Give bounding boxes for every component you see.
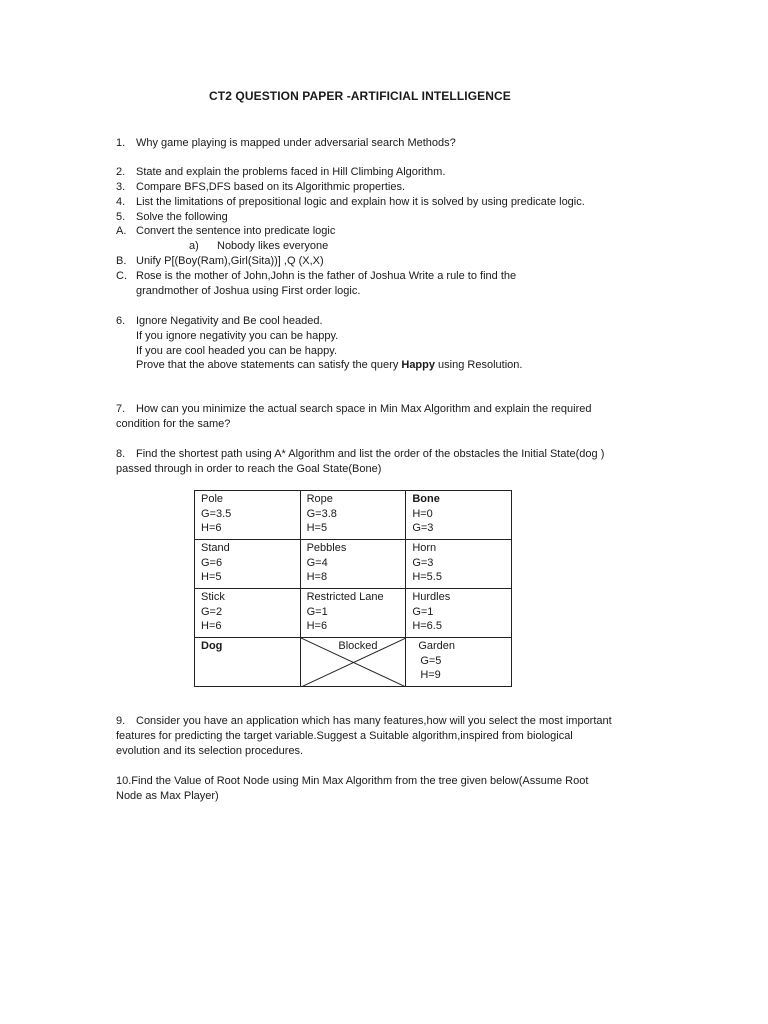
cell-value: G=5 bbox=[420, 654, 442, 667]
page-title: CT2 QUESTION PAPER -ARTIFICIAL INTELLIGENCE bbox=[209, 89, 511, 103]
question-number: A. bbox=[116, 225, 127, 237]
question-number: 2. bbox=[116, 166, 126, 178]
question-text: grandmother of Joshua using First order logic. bbox=[136, 285, 361, 297]
cell-value: G=1 bbox=[412, 605, 434, 618]
question-text: Compare BFS,DFS based on its Algorithmic properties. bbox=[136, 181, 406, 193]
cell-value: H=9 bbox=[420, 669, 441, 682]
question-text: evolution and its selection procedures. bbox=[116, 745, 304, 757]
table-row bbox=[195, 491, 512, 540]
question-text: If you are cool headed you can be happy. bbox=[136, 345, 337, 357]
query-keyword: Happy bbox=[401, 359, 435, 371]
table-row bbox=[195, 540, 512, 589]
cell-name: Stick bbox=[201, 591, 225, 603]
question-text: If you ignore negativity you can be happy. bbox=[136, 330, 339, 342]
table-row bbox=[195, 638, 512, 687]
question-text: Node as Max Player) bbox=[116, 790, 219, 802]
cell-name: Pole bbox=[201, 493, 224, 505]
grid-cell-stand bbox=[195, 540, 301, 589]
cell-value: H=5.5 bbox=[412, 571, 442, 584]
cell-value: G=6 bbox=[201, 556, 223, 569]
cell-value: H=6 bbox=[201, 620, 222, 633]
cell-value: H=8 bbox=[306, 571, 328, 584]
question-text: Consider you have an application which has many features,how will you select the most important bbox=[136, 715, 612, 727]
cell-name: Rope bbox=[306, 493, 333, 505]
cell-name: Horn bbox=[412, 542, 437, 554]
question-number: 4. bbox=[116, 196, 126, 208]
grid-cell-garden bbox=[406, 638, 512, 687]
cell-name: Stand bbox=[201, 542, 230, 554]
cell-value: G=3.8 bbox=[306, 507, 337, 520]
cell-value: H=5 bbox=[201, 571, 222, 584]
question-text: Find the shortest path using A* Algorithm and list the order of the obstacles the Initial State(dog ) bbox=[136, 448, 605, 460]
table-row bbox=[195, 589, 512, 638]
question-number: a) bbox=[189, 240, 199, 252]
question-number: 9. bbox=[116, 715, 126, 727]
grid-cell-horn bbox=[406, 540, 512, 589]
grid-cell-pole bbox=[195, 491, 301, 540]
cell-value: G=1 bbox=[306, 605, 328, 618]
cell-value: G=3.5 bbox=[201, 507, 232, 520]
question-text: Unify P[(Boy(Ram),Girl(Sita))] ,Q (X,X) bbox=[136, 255, 324, 267]
grid-cell-restricted-lane bbox=[300, 589, 406, 638]
grid-cell-rope bbox=[300, 491, 406, 540]
question-text: Convert the sentence into predicate logic bbox=[136, 225, 336, 237]
question-text: Solve the following bbox=[136, 211, 228, 223]
cell-name: Hurdles bbox=[412, 591, 451, 603]
question-text: Rose is the mother of John,John is the father of Joshua Write a rule to find the bbox=[136, 270, 517, 282]
question-number: 6. bbox=[116, 315, 126, 327]
question-text: Ignore Negativity and Be cool headed. bbox=[136, 315, 323, 327]
question-text: State and explain the problems faced in Hill Climbing Algorithm. bbox=[136, 166, 446, 178]
grid-cell-hurdles bbox=[406, 589, 512, 638]
question-text: List the limitations of prepositional logic and explain how it is solved by using predicate logic. bbox=[136, 196, 585, 208]
grid-cell-pebbles bbox=[300, 540, 406, 589]
grid-cell-bone bbox=[406, 491, 512, 540]
question-text: condition for the same? bbox=[116, 418, 231, 430]
question-number: 7. bbox=[116, 403, 126, 415]
question-text: using Resolution. bbox=[435, 359, 523, 371]
cell-name: Blocked bbox=[338, 640, 378, 652]
question-number: C. bbox=[116, 270, 127, 282]
question-text: How can you minimize the actual search space in Min Max Algorithm and explain the required bbox=[136, 403, 592, 415]
grid-cell-dog bbox=[195, 638, 301, 687]
cell-name: Dog bbox=[201, 640, 223, 652]
cell-name: Bone bbox=[412, 493, 440, 505]
cell-name: Pebbles bbox=[306, 542, 347, 554]
question-number: 5. bbox=[116, 211, 126, 223]
cell-name: Garden bbox=[418, 640, 456, 652]
question-text: features for predicting the target variable.Suggest a Suitable algorithm,inspired from biological bbox=[116, 730, 573, 742]
cell-value: H=6.5 bbox=[412, 620, 442, 633]
cell-value: H=5 bbox=[306, 522, 328, 535]
grid-cell-stick bbox=[195, 589, 301, 638]
question-text: Why game playing is mapped under adversarial search Methods? bbox=[136, 137, 456, 149]
cell-value: H=6 bbox=[201, 522, 222, 535]
question-number: 3. bbox=[116, 181, 126, 193]
question-number: 1. bbox=[116, 137, 126, 149]
astar-grid-table bbox=[194, 490, 512, 687]
cell-value: H=6 bbox=[306, 620, 328, 633]
question-number: 8. bbox=[116, 448, 126, 460]
cell-value: G=2 bbox=[201, 605, 223, 618]
question-text: passed through in order to reach the Goal State(Bone) bbox=[116, 463, 382, 475]
question-text: Prove that the above statements can satisfy the query bbox=[136, 359, 402, 371]
cell-value: G=4 bbox=[306, 556, 328, 569]
cell-value: H=0 bbox=[412, 507, 433, 520]
question-text: Nobody likes everyone bbox=[217, 240, 329, 252]
cell-value: G=3 bbox=[412, 556, 434, 569]
cell-name: Restricted Lane bbox=[306, 591, 384, 603]
question-text: 10.Find the Value of Root Node using Min Max Algorithm from the tree given below(Assume Root bbox=[116, 775, 589, 787]
question-number: B. bbox=[116, 255, 127, 267]
cell-value: G=3 bbox=[412, 522, 434, 535]
grid-cell-blocked bbox=[300, 638, 406, 687]
